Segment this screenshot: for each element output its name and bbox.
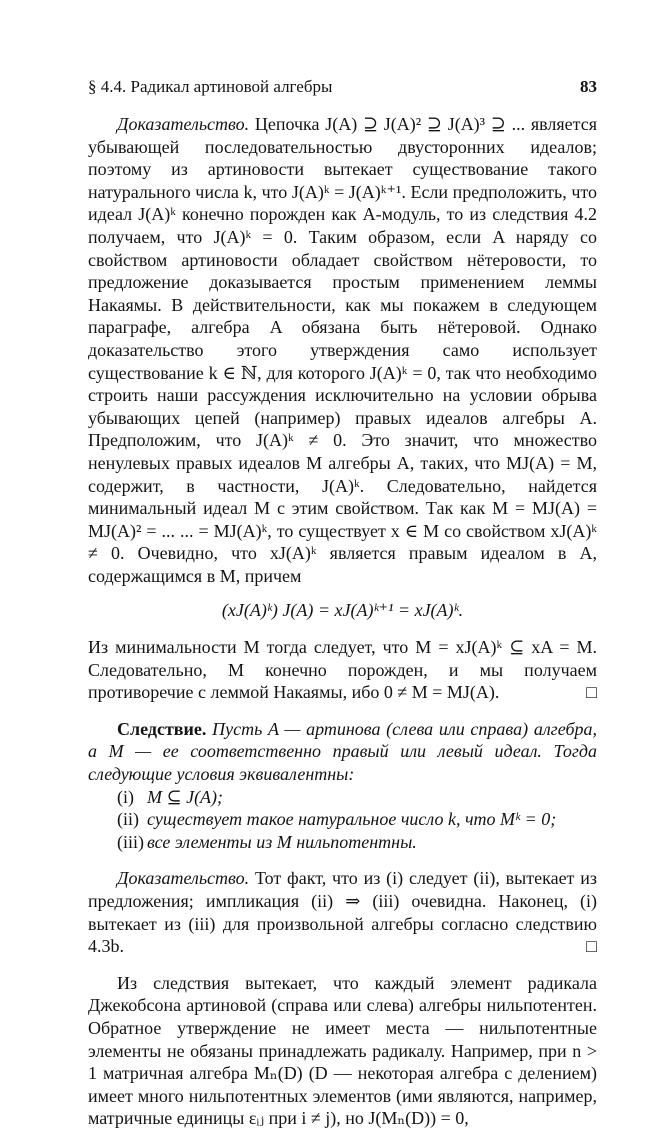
- condition-item: (ii) существует такое натуральное число k, что Mᵏ = 0;: [117, 809, 557, 830]
- proof2-paragraph: [88, 867, 597, 957]
- page-body: [88, 113, 597, 1130]
- corollary: [88, 718, 597, 786]
- condition-item: (iii) все элементы из M нильпотентны.: [117, 831, 417, 852]
- proof-conclusion: [88, 636, 597, 704]
- running-header: [88, 74, 597, 100]
- proof2-text: Тот факт, что из (i) следует (ii), вытекает из предложения; импликация (ii) ⇒ (iii) очевидна. Наконец, (i) вытекает из (iii) для произвольной алгебры согласно следствию 4.3b.: [88, 868, 598, 957]
- proof2-lead: Доказательство.: [117, 868, 250, 889]
- proof-text: Цепочка J(A) ⊇ J(A)² ⊇ J(A)³ ⊇ ... является убывающей последовательностью двусторонних идеалов; поэтому из артиновости вытекает существование такого натурального числа k, что J(A)ᵏ = J(A)ᵏ⁺¹. Если предположить, что идеал J(A)ᵏ конечно порожден как A-модуль, то из следствия 4.2 получаем, что J(A)ᵏ = 0. Таким образом, если A наряду со свойством артиновости обладает свойством нётеровости, то предложение доказывается простым применением леммы Накаямы. В действительности, как мы покажем в следующем параграфе, алгебра A обязана быть нётеровой. Однако доказательство этого утверждения само использует существование k ∈ ℕ, для которого J(A)ᵏ = 0, так что необходимо строить наши рассуждения исключительно на условии обрыва убывающих цепей (например) правых идеалов алгебры A. Предположим, что J(A)ᵏ ≠ 0. Это значит, что множество ненулевых правых идеалов M алгебры A, таких, что MJ(A) = M, содержит, в частности, J(A)ᵏ. Следовательно, найдется минимальный идеал M с этим свойством. Так как M = MJ(A) = MJ(A)² = ... ... = MJ(A)ᵏ, то существует x ∈ M со свойством xJ(A)ᵏ ≠ 0. Очевидно, что xJ(A)ᵏ является правым идеалом в A, содержащимся в M, причем: [88, 114, 597, 586]
- proof-paragraph: [88, 113, 597, 587]
- qed-mark-2: □: [586, 936, 597, 957]
- condition-item: (i) M ⊆ J(A);: [117, 786, 224, 807]
- section-title: § 4.4. Радикал артиновой алгебры: [88, 77, 333, 96]
- condition-list: [117, 786, 597, 854]
- conclusion-text: Из минимальности M тогда следует, что M = xJ(A)ᵏ ⊆ xA = M. Следовательно, M конечно порожден, и мы получаем противоречие с леммой Накаямы, ибо 0 ≠ M = MJ(A).: [88, 637, 597, 703]
- closing-paragraph: Из следствия вытекает, что каждый элемент радикала Джекобсона артиновой (справа или слева) алгебры нильпотентен. Обратное утверждение не имеет места — нильпотентные элементы не обязаны принадлежать радикалу. Например, при n > 1 матричная алгебра Mₙ(D) (D — некоторая алгебра с делением) имеет много нильпотентных элементов (ими являются, например, матричные единицы εᵢⱼ при i ≠ j), но J(Mₙ(D)) = 0,: [88, 972, 597, 1129]
- corollary-name: Следствие.: [117, 718, 207, 739]
- display-formula: (xJ(A)ᵏ) J(A) = xJ(A)ᵏ⁺¹ = xJ(A)ᵏ.: [221, 600, 464, 621]
- corollary-statement: Пусть A — артинова (слева или справа) алгебра, а M — ее соответственно правый или левый идеал. Тогда следующие условия эквивалентны:: [88, 718, 597, 785]
- proof-lead: Доказательство.: [117, 114, 250, 134]
- qed-mark: □: [586, 682, 597, 703]
- page-number: 83: [580, 77, 597, 96]
